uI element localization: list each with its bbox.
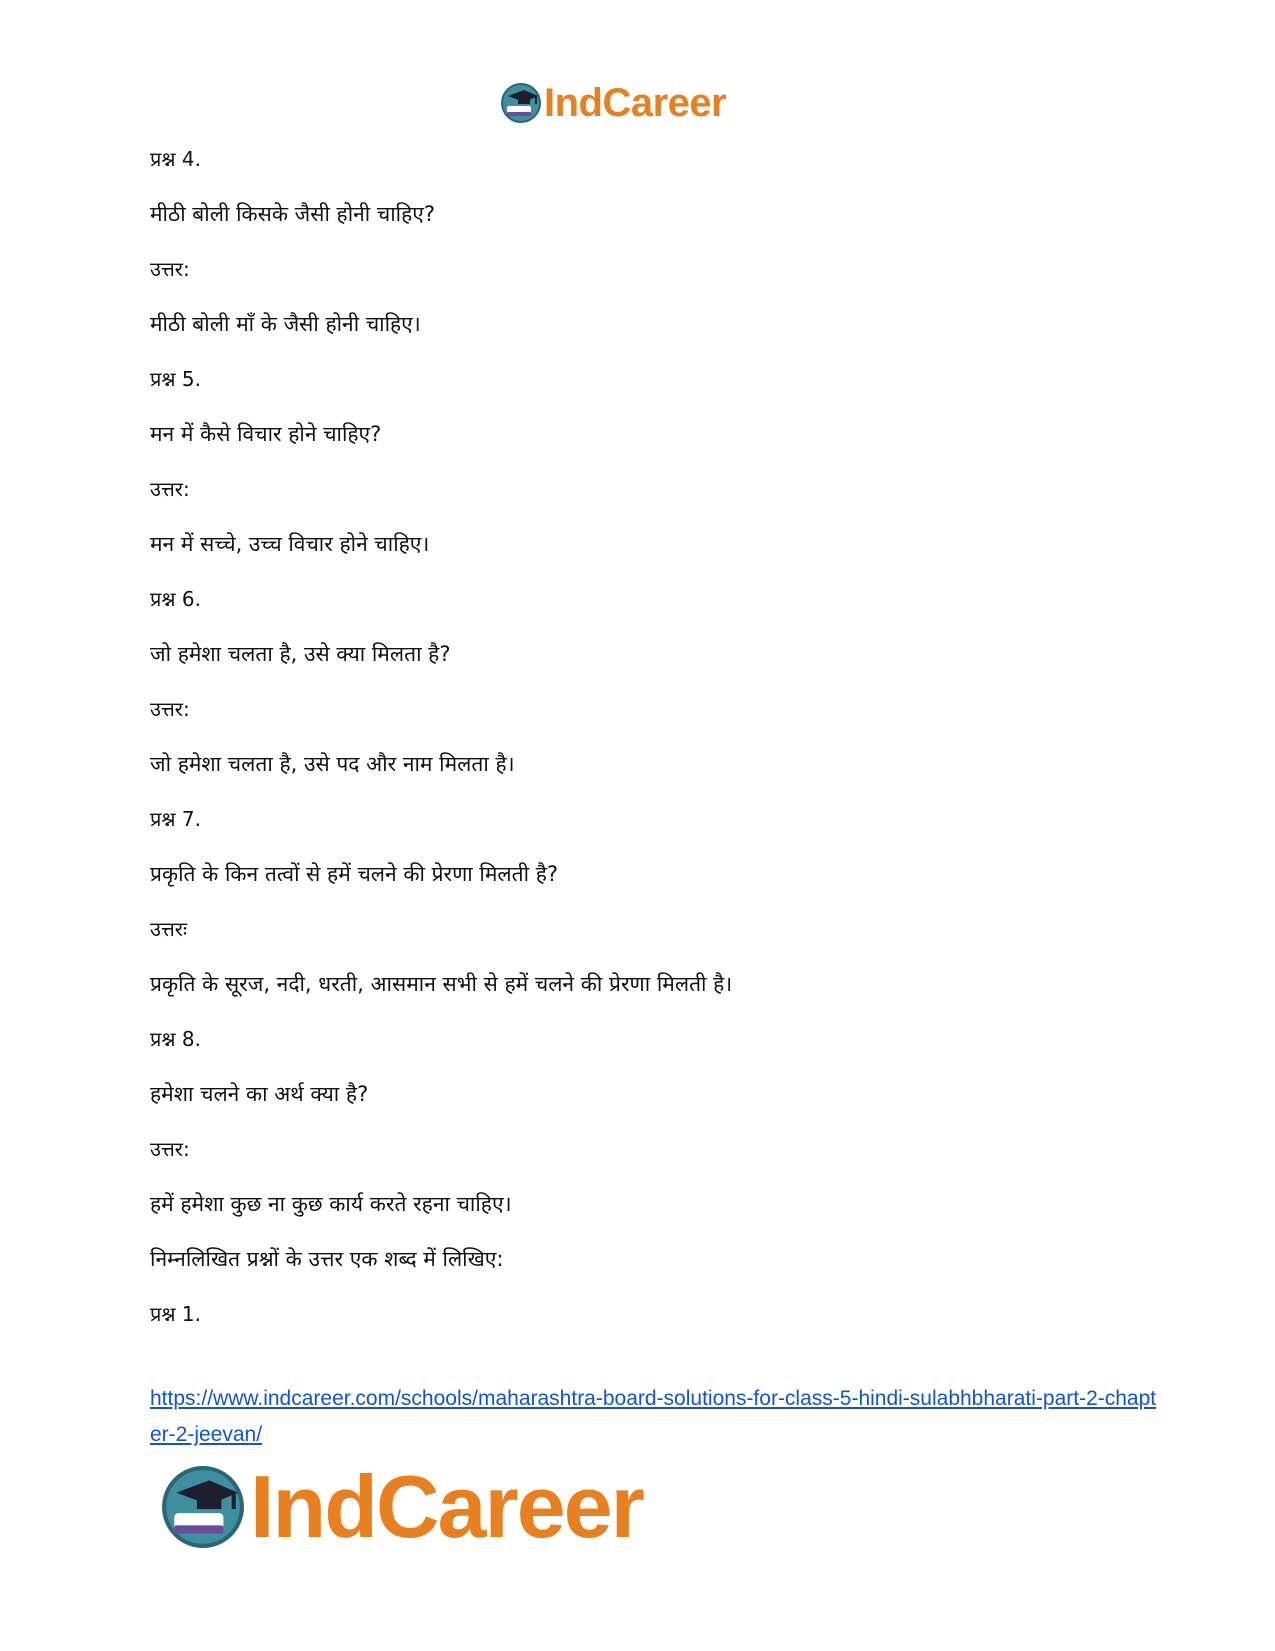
question-label: उत्तर: [150,1137,190,1161]
body-text: निम्नलिखित प्रश्नों के उत्तर एक शब्द में लिखिए: [150,1247,504,1271]
footer-logo [160,1457,643,1556]
source-link[interactable]: https://www.indcareer.com/schools/maharashtra-board-solutions-for-class-5-hindi-sulabhbharati-part-2-chapter-2-jeevan/ [150,1387,1157,1446]
body-text: हमेशा चलने का अर्थ क्या है? [150,1082,369,1106]
body-text: हमें हमेशा कुछ ना कुछ कार्य करते रहना चाहिए। [150,1192,512,1216]
question-label: प्रश्न 7. [150,807,201,831]
question-label: उत्तरः [150,917,187,941]
body-text: मन में सच्चे, उच्च विचार होने चाहिए। [150,532,430,556]
header-logo [500,78,726,128]
body-text: जो हमेशा चलता है, उसे पद और नाम मिलता है। [150,752,515,776]
question-label: प्रश्न 1. [150,1302,201,1326]
footer-logo-text: IndCareer [250,1457,643,1556]
question-label: प्रश्न 8. [150,1027,201,1051]
body-text: प्रकृति के किन तत्वों से हमें चलने की प्रेरणा मिलती है? [150,862,559,886]
question-label: प्रश्न 6. [150,587,201,611]
body-text: प्रकृति के सूरज, नदी, धरती, आसमान सभी से हमें चलने की प्रेरणा मिलती है। [150,972,733,996]
body-text: मीठी बोली किसके जैसी होनी चाहिए? [150,202,436,226]
question-label: उत्तर: [150,697,190,721]
graduation-cap-book-globe-icon [500,82,542,124]
question-label: उत्तर: [150,477,190,501]
question-label: उत्तर: [150,257,190,281]
question-label: प्रश्न 5. [150,367,201,391]
graduation-cap-book-globe-icon [160,1464,246,1550]
header-logo-text: IndCareer [544,80,727,125]
document-body [150,140,1150,1350]
question-label: प्रश्न 4. [150,147,201,171]
body-text: मन में कैसे विचार होने चाहिए? [150,422,382,446]
body-text: जो हमेशा चलता है, उसे क्या मिलता है? [150,642,451,666]
body-text: मीठी बोली माँ के जैसी होनी चाहिए। [150,312,421,336]
